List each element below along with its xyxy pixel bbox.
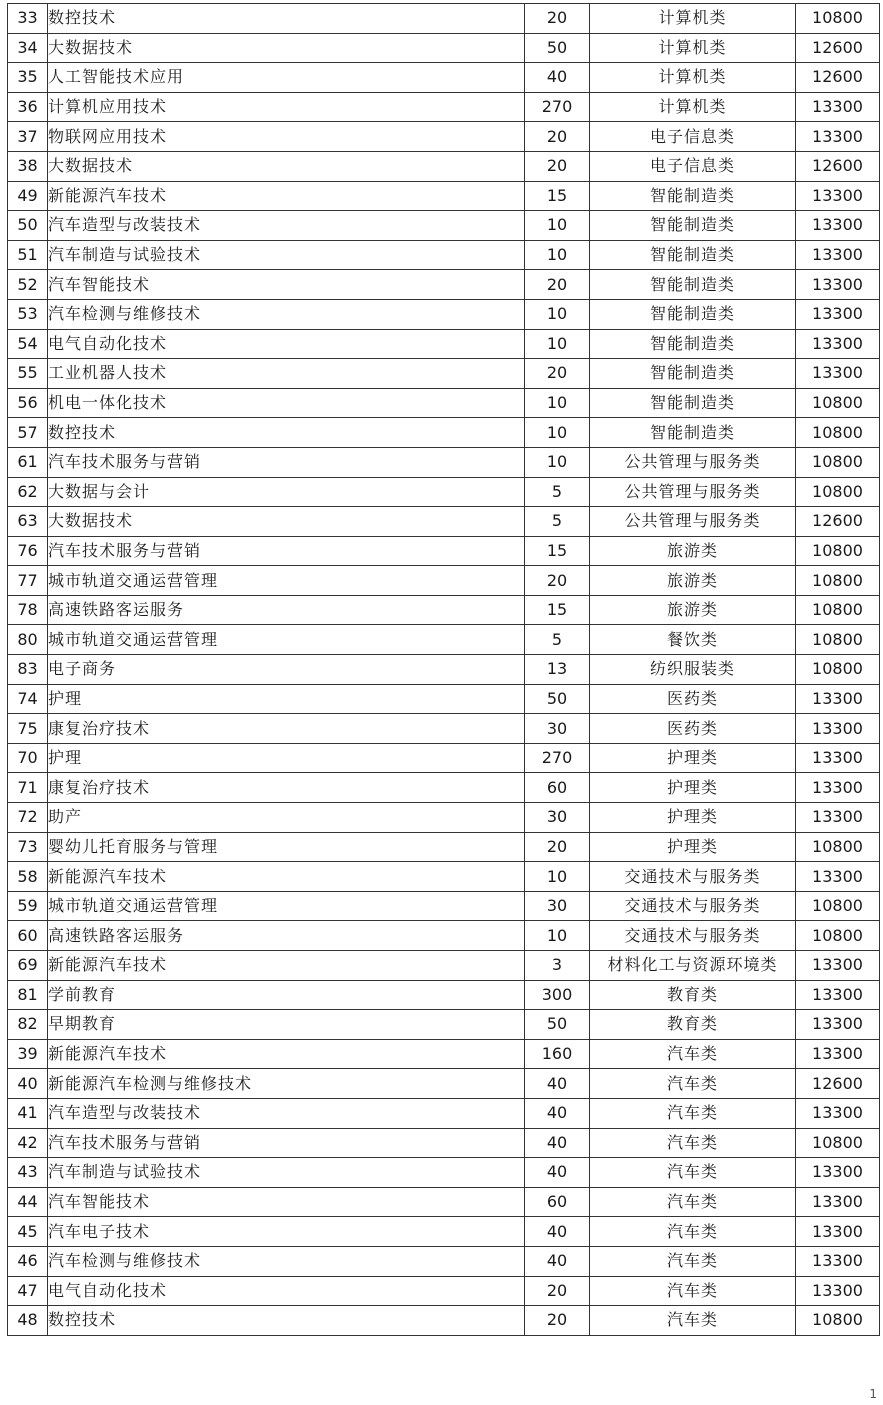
major-name-cell: 数控技术 (48, 1306, 525, 1336)
table-row (8, 566, 880, 596)
major-name-cell: 护理 (48, 684, 525, 714)
table-row (8, 921, 880, 951)
major-category-cell: 教育类 (590, 980, 796, 1010)
table-row (8, 803, 880, 833)
major-name-cell: 汽车电子技术 (48, 1217, 525, 1247)
major-name-cell: 大数据技术 (48, 151, 525, 181)
row-number-cell: 50 (8, 211, 48, 241)
major-category-cell: 计算机类 (590, 33, 796, 63)
tuition-fee-cell: 13300 (796, 1246, 880, 1276)
plan-count-cell: 20 (525, 832, 590, 862)
enrollment-plan-table (7, 3, 880, 1336)
tuition-fee-cell: 13300 (796, 92, 880, 122)
row-number-cell: 73 (8, 832, 48, 862)
row-number-cell: 58 (8, 862, 48, 892)
tuition-fee-cell: 10800 (796, 418, 880, 448)
major-category-cell: 交通技术与服务类 (590, 862, 796, 892)
table-row (8, 418, 880, 448)
major-name-cell: 汽车制造与试验技术 (48, 240, 525, 270)
table-row (8, 980, 880, 1010)
major-name-cell: 汽车智能技术 (48, 1187, 525, 1217)
tuition-fee-cell: 13300 (796, 951, 880, 981)
row-number-cell: 49 (8, 181, 48, 211)
table-row (8, 33, 880, 63)
plan-count-cell: 15 (525, 536, 590, 566)
tuition-fee-cell: 13300 (796, 1276, 880, 1306)
plan-count-cell: 40 (525, 1098, 590, 1128)
table-row (8, 329, 880, 359)
major-name-cell: 计算机应用技术 (48, 92, 525, 122)
row-number-cell: 46 (8, 1246, 48, 1276)
tuition-fee-cell: 13300 (796, 329, 880, 359)
tuition-fee-cell: 13300 (796, 684, 880, 714)
plan-count-cell: 50 (525, 33, 590, 63)
table-row (8, 359, 880, 389)
tuition-fee-cell: 13300 (796, 359, 880, 389)
row-number-cell: 34 (8, 33, 48, 63)
major-category-cell: 教育类 (590, 1010, 796, 1040)
table-row (8, 1039, 880, 1069)
major-category-cell: 旅游类 (590, 595, 796, 625)
plan-count-cell: 20 (525, 1306, 590, 1336)
tuition-fee-cell: 12600 (796, 151, 880, 181)
plan-count-cell: 5 (525, 507, 590, 537)
plan-count-cell: 3 (525, 951, 590, 981)
major-category-cell: 汽车类 (590, 1276, 796, 1306)
plan-count-cell: 40 (525, 63, 590, 93)
major-name-cell: 工业机器人技术 (48, 359, 525, 389)
major-category-cell: 智能制造类 (590, 359, 796, 389)
plan-count-cell: 10 (525, 447, 590, 477)
major-name-cell: 城市轨道交通运营管理 (48, 891, 525, 921)
tuition-fee-cell: 13300 (796, 862, 880, 892)
table-row (8, 477, 880, 507)
plan-count-cell: 60 (525, 1187, 590, 1217)
table-row (8, 625, 880, 655)
table-row (8, 1010, 880, 1040)
major-category-cell: 智能制造类 (590, 388, 796, 418)
major-name-cell: 汽车智能技术 (48, 270, 525, 300)
tuition-fee-cell: 10800 (796, 921, 880, 951)
tuition-fee-cell: 13300 (796, 270, 880, 300)
major-category-cell: 智能制造类 (590, 418, 796, 448)
major-category-cell: 汽车类 (590, 1187, 796, 1217)
major-name-cell: 大数据与会计 (48, 477, 525, 507)
page-number: 1 (869, 1387, 877, 1401)
major-category-cell: 旅游类 (590, 566, 796, 596)
tuition-fee-cell: 10800 (796, 4, 880, 34)
major-name-cell: 汽车造型与改装技术 (48, 1098, 525, 1128)
plan-count-cell: 20 (525, 122, 590, 152)
row-number-cell: 36 (8, 92, 48, 122)
row-number-cell: 72 (8, 803, 48, 833)
plan-count-cell: 40 (525, 1128, 590, 1158)
plan-count-cell: 20 (525, 270, 590, 300)
major-name-cell: 大数据技术 (48, 33, 525, 63)
plan-count-cell: 10 (525, 299, 590, 329)
major-name-cell: 护理 (48, 743, 525, 773)
tuition-fee-cell: 10800 (796, 447, 880, 477)
plan-count-cell: 40 (525, 1069, 590, 1099)
table-row (8, 1187, 880, 1217)
plan-count-cell: 15 (525, 181, 590, 211)
plan-count-cell: 30 (525, 714, 590, 744)
row-number-cell: 55 (8, 359, 48, 389)
tuition-fee-cell: 13300 (796, 1217, 880, 1247)
row-number-cell: 37 (8, 122, 48, 152)
major-name-cell: 新能源汽车技术 (48, 1039, 525, 1069)
plan-count-cell: 160 (525, 1039, 590, 1069)
table-row (8, 299, 880, 329)
table-row (8, 1306, 880, 1336)
table-row (8, 270, 880, 300)
major-category-cell: 汽车类 (590, 1217, 796, 1247)
major-category-cell: 智能制造类 (590, 329, 796, 359)
tuition-fee-cell: 10800 (796, 477, 880, 507)
plan-count-cell: 5 (525, 625, 590, 655)
row-number-cell: 45 (8, 1217, 48, 1247)
major-name-cell: 城市轨道交通运营管理 (48, 625, 525, 655)
major-category-cell: 护理类 (590, 803, 796, 833)
row-number-cell: 48 (8, 1306, 48, 1336)
tuition-fee-cell: 13300 (796, 1098, 880, 1128)
plan-count-cell: 50 (525, 1010, 590, 1040)
major-name-cell: 汽车检测与维修技术 (48, 1246, 525, 1276)
major-name-cell: 汽车造型与改装技术 (48, 211, 525, 241)
row-number-cell: 40 (8, 1069, 48, 1099)
row-number-cell: 61 (8, 447, 48, 477)
major-category-cell: 汽车类 (590, 1246, 796, 1276)
table-row (8, 743, 880, 773)
major-category-cell: 计算机类 (590, 4, 796, 34)
major-category-cell: 医药类 (590, 714, 796, 744)
tuition-fee-cell: 13300 (796, 1158, 880, 1188)
major-name-cell: 数控技术 (48, 4, 525, 34)
table-row (8, 4, 880, 34)
major-category-cell: 医药类 (590, 684, 796, 714)
table-row (8, 684, 880, 714)
major-name-cell: 汽车技术服务与营销 (48, 1128, 525, 1158)
major-category-cell: 公共管理与服务类 (590, 447, 796, 477)
plan-count-cell: 20 (525, 4, 590, 34)
table-body (8, 4, 880, 1336)
major-name-cell: 新能源汽车技术 (48, 862, 525, 892)
row-number-cell: 59 (8, 891, 48, 921)
table-row (8, 151, 880, 181)
table-row (8, 1217, 880, 1247)
tuition-fee-cell: 13300 (796, 980, 880, 1010)
plan-count-cell: 5 (525, 477, 590, 507)
table-row (8, 773, 880, 803)
row-number-cell: 38 (8, 151, 48, 181)
tuition-fee-cell: 10800 (796, 536, 880, 566)
major-category-cell: 汽车类 (590, 1158, 796, 1188)
table-row (8, 92, 880, 122)
plan-count-cell: 30 (525, 803, 590, 833)
tuition-fee-cell: 13300 (796, 1010, 880, 1040)
row-number-cell: 51 (8, 240, 48, 270)
major-category-cell: 计算机类 (590, 63, 796, 93)
major-category-cell: 纺织服装类 (590, 655, 796, 685)
major-category-cell: 交通技术与服务类 (590, 891, 796, 921)
table-row (8, 1069, 880, 1099)
tuition-fee-cell: 13300 (796, 743, 880, 773)
tuition-fee-cell: 10800 (796, 832, 880, 862)
table-row (8, 862, 880, 892)
plan-count-cell: 40 (525, 1217, 590, 1247)
major-name-cell: 汽车技术服务与营销 (48, 536, 525, 566)
row-number-cell: 83 (8, 655, 48, 685)
major-name-cell: 电子商务 (48, 655, 525, 685)
table-row (8, 595, 880, 625)
major-category-cell: 智能制造类 (590, 211, 796, 241)
major-category-cell: 汽车类 (590, 1128, 796, 1158)
row-number-cell: 74 (8, 684, 48, 714)
plan-count-cell: 20 (525, 566, 590, 596)
row-number-cell: 54 (8, 329, 48, 359)
plan-count-cell: 50 (525, 684, 590, 714)
major-category-cell: 计算机类 (590, 92, 796, 122)
plan-count-cell: 10 (525, 211, 590, 241)
major-name-cell: 机电一体化技术 (48, 388, 525, 418)
table-row (8, 447, 880, 477)
row-number-cell: 33 (8, 4, 48, 34)
major-category-cell: 汽车类 (590, 1069, 796, 1099)
table-row (8, 507, 880, 537)
plan-count-cell: 10 (525, 862, 590, 892)
major-name-cell: 新能源汽车检测与维修技术 (48, 1069, 525, 1099)
row-number-cell: 71 (8, 773, 48, 803)
table-row (8, 181, 880, 211)
major-name-cell: 婴幼儿托育服务与管理 (48, 832, 525, 862)
major-name-cell: 新能源汽车技术 (48, 951, 525, 981)
table-row (8, 655, 880, 685)
row-number-cell: 77 (8, 566, 48, 596)
tuition-fee-cell: 13300 (796, 211, 880, 241)
major-name-cell: 电气自动化技术 (48, 1276, 525, 1306)
plan-count-cell: 30 (525, 891, 590, 921)
tuition-fee-cell: 10800 (796, 891, 880, 921)
plan-count-cell: 10 (525, 388, 590, 418)
row-number-cell: 62 (8, 477, 48, 507)
tuition-fee-cell: 10800 (796, 625, 880, 655)
row-number-cell: 56 (8, 388, 48, 418)
table-row (8, 240, 880, 270)
major-name-cell: 人工智能技术应用 (48, 63, 525, 93)
major-category-cell: 智能制造类 (590, 299, 796, 329)
tuition-fee-cell: 12600 (796, 1069, 880, 1099)
plan-count-cell: 20 (525, 1276, 590, 1306)
row-number-cell: 75 (8, 714, 48, 744)
plan-count-cell: 10 (525, 921, 590, 951)
major-name-cell: 汽车检测与维修技术 (48, 299, 525, 329)
major-category-cell: 餐饮类 (590, 625, 796, 655)
tuition-fee-cell: 12600 (796, 507, 880, 537)
table-row (8, 951, 880, 981)
plan-count-cell: 40 (525, 1158, 590, 1188)
row-number-cell: 47 (8, 1276, 48, 1306)
major-category-cell: 汽车类 (590, 1306, 796, 1336)
major-name-cell: 康复治疗技术 (48, 773, 525, 803)
row-number-cell: 76 (8, 536, 48, 566)
tuition-fee-cell: 13300 (796, 181, 880, 211)
table-row (8, 1246, 880, 1276)
major-category-cell: 护理类 (590, 832, 796, 862)
plan-count-cell: 20 (525, 151, 590, 181)
major-category-cell: 公共管理与服务类 (590, 507, 796, 537)
tuition-fee-cell: 10800 (796, 1306, 880, 1336)
plan-count-cell: 300 (525, 980, 590, 1010)
major-category-cell: 交通技术与服务类 (590, 921, 796, 951)
row-number-cell: 42 (8, 1128, 48, 1158)
row-number-cell: 57 (8, 418, 48, 448)
tuition-fee-cell: 10800 (796, 655, 880, 685)
row-number-cell: 44 (8, 1187, 48, 1217)
major-category-cell: 智能制造类 (590, 240, 796, 270)
tuition-fee-cell: 13300 (796, 803, 880, 833)
row-number-cell: 52 (8, 270, 48, 300)
major-name-cell: 汽车制造与试验技术 (48, 1158, 525, 1188)
major-name-cell: 电气自动化技术 (48, 329, 525, 359)
plan-count-cell: 270 (525, 92, 590, 122)
major-name-cell: 物联网应用技术 (48, 122, 525, 152)
major-name-cell: 早期教育 (48, 1010, 525, 1040)
table-row (8, 63, 880, 93)
major-name-cell: 新能源汽车技术 (48, 181, 525, 211)
table-row (8, 1276, 880, 1306)
major-category-cell: 汽车类 (590, 1098, 796, 1128)
table-row (8, 714, 880, 744)
major-name-cell: 城市轨道交通运营管理 (48, 566, 525, 596)
tuition-fee-cell: 13300 (796, 122, 880, 152)
table-row (8, 1128, 880, 1158)
row-number-cell: 70 (8, 743, 48, 773)
plan-count-cell: 20 (525, 359, 590, 389)
major-name-cell: 助产 (48, 803, 525, 833)
row-number-cell: 39 (8, 1039, 48, 1069)
tuition-fee-cell: 10800 (796, 595, 880, 625)
major-category-cell: 公共管理与服务类 (590, 477, 796, 507)
major-name-cell: 康复治疗技术 (48, 714, 525, 744)
plan-count-cell: 60 (525, 773, 590, 803)
major-name-cell: 高速铁路客运服务 (48, 595, 525, 625)
table-row (8, 1098, 880, 1128)
plan-count-cell: 40 (525, 1246, 590, 1276)
row-number-cell: 43 (8, 1158, 48, 1188)
plan-count-cell: 13 (525, 655, 590, 685)
tuition-fee-cell: 13300 (796, 299, 880, 329)
table-row (8, 211, 880, 241)
table-row (8, 536, 880, 566)
tuition-fee-cell: 10800 (796, 566, 880, 596)
row-number-cell: 53 (8, 299, 48, 329)
tuition-fee-cell: 12600 (796, 33, 880, 63)
table-row (8, 388, 880, 418)
plan-count-cell: 15 (525, 595, 590, 625)
row-number-cell: 80 (8, 625, 48, 655)
tuition-fee-cell: 12600 (796, 63, 880, 93)
table-row (8, 1158, 880, 1188)
row-number-cell: 81 (8, 980, 48, 1010)
tuition-fee-cell: 13300 (796, 714, 880, 744)
major-category-cell: 电子信息类 (590, 151, 796, 181)
plan-count-cell: 10 (525, 418, 590, 448)
table-row (8, 122, 880, 152)
plan-count-cell: 270 (525, 743, 590, 773)
major-category-cell: 智能制造类 (590, 181, 796, 211)
major-name-cell: 高速铁路客运服务 (48, 921, 525, 951)
tuition-fee-cell: 13300 (796, 773, 880, 803)
tuition-fee-cell: 13300 (796, 1039, 880, 1069)
row-number-cell: 35 (8, 63, 48, 93)
major-name-cell: 数控技术 (48, 418, 525, 448)
major-category-cell: 材料化工与资源环境类 (590, 951, 796, 981)
row-number-cell: 78 (8, 595, 48, 625)
major-name-cell: 学前教育 (48, 980, 525, 1010)
major-category-cell: 旅游类 (590, 536, 796, 566)
tuition-fee-cell: 10800 (796, 388, 880, 418)
plan-count-cell: 10 (525, 240, 590, 270)
major-category-cell: 电子信息类 (590, 122, 796, 152)
major-category-cell: 护理类 (590, 773, 796, 803)
major-category-cell: 汽车类 (590, 1039, 796, 1069)
tuition-fee-cell: 13300 (796, 1187, 880, 1217)
row-number-cell: 41 (8, 1098, 48, 1128)
tuition-fee-cell: 13300 (796, 240, 880, 270)
tuition-fee-cell: 10800 (796, 1128, 880, 1158)
table-row (8, 832, 880, 862)
major-name-cell: 汽车技术服务与营销 (48, 447, 525, 477)
major-category-cell: 护理类 (590, 743, 796, 773)
major-category-cell: 智能制造类 (590, 270, 796, 300)
table-row (8, 891, 880, 921)
row-number-cell: 82 (8, 1010, 48, 1040)
plan-count-cell: 10 (525, 329, 590, 359)
major-name-cell: 大数据技术 (48, 507, 525, 537)
row-number-cell: 69 (8, 951, 48, 981)
row-number-cell: 60 (8, 921, 48, 951)
row-number-cell: 63 (8, 507, 48, 537)
